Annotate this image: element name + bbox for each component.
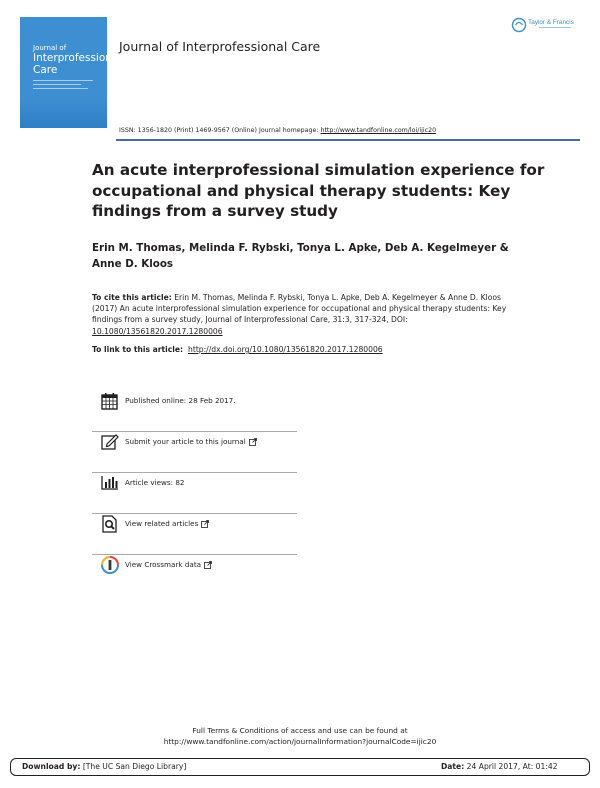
- download-date-value: 24 April 2017, At: 01:42: [466, 762, 558, 771]
- submit-article-row[interactable]: [92, 432, 297, 473]
- downloaded-by-value: [The UC San Diego Library]: [82, 762, 187, 771]
- article-authors: Erin M. Thomas, Melinda F. Rybski, Tonya L. Apke, Deb A. Kegelmeyer & Anne D. Kloos: [92, 242, 509, 270]
- publisher-logo: [509, 13, 589, 41]
- crossmark-link[interactable]: [125, 560, 212, 569]
- cover-label-1: Journal of: [33, 44, 67, 52]
- search-document-icon: [100, 514, 120, 534]
- journal-title: Journal of Interprofessional Care: [119, 39, 321, 54]
- citation-text: Erin M. Thomas, Melinda F. Rybski, Tonya L. Apke, Deb A. Kegelmeyer & Anne D. Kloos (2017) An acute interprofessional simulation experience for occupational and physical therapy students: Key findings from a survey study, Journal of Interprofessional Care, 31:3, 317-324, DOI:: [92, 293, 507, 325]
- doi-link[interactable]: 10.1080/13561820.2017.1280006: [92, 326, 223, 336]
- related-articles-row[interactable]: [92, 514, 297, 555]
- journal-cover-image: [20, 17, 122, 128]
- download-date-label: Date:: [441, 762, 465, 771]
- published-online-row: [92, 391, 297, 432]
- external-link-icon: [201, 520, 209, 528]
- related-articles-label: View related articles: [125, 519, 199, 528]
- article-link-line: [92, 345, 383, 354]
- related-articles-link[interactable]: [125, 519, 209, 528]
- published-online-label: Published online: 28 Feb 2017.: [125, 396, 236, 405]
- edit-icon: [100, 432, 120, 452]
- crossmark-label: View Crossmark data: [125, 560, 202, 569]
- crossmark-icon: [100, 555, 120, 575]
- external-link-icon: [204, 561, 212, 569]
- cover-gradient: [20, 97, 107, 128]
- downloaded-by: [22, 762, 186, 771]
- issn-text: ISSN: 1356-1820 (Print) 1469-9567 (Online) Journal homepage:: [119, 127, 321, 134]
- submit-article-link[interactable]: [125, 437, 257, 446]
- article-views-row: [92, 473, 297, 514]
- downloaded-by-label: Download by:: [22, 762, 81, 771]
- crossmark-row[interactable]: [92, 555, 297, 596]
- cover-line: [33, 84, 81, 85]
- journal-homepage-link[interactable]: http://www.tandfonline.com/loi/ijic20: [320, 127, 437, 134]
- article-title: An acute interprofessional simulation experience for occupational and physical therapy students: Key findings from a survey study: [92, 161, 545, 220]
- cover-label-3: Care: [33, 64, 58, 76]
- article-views-label: Article views: 82: [125, 478, 185, 487]
- cover-line: [33, 80, 93, 81]
- citation-block: [92, 292, 510, 337]
- article-doi-link[interactable]: http://dx.doi.org/10.1080/13561820.2017.1280006: [188, 345, 383, 354]
- cover-label-2: Interprofessional: [33, 52, 122, 64]
- calendar-icon: [100, 391, 120, 411]
- svg-text:Taylor & Francis: Taylor & Francis: [528, 19, 574, 26]
- bar-chart-icon: [100, 473, 120, 493]
- cover-line: [33, 88, 88, 89]
- citation-label: To cite this article:: [92, 293, 172, 302]
- terms-line-1: Full Terms & Conditions of access and use can be found at: [192, 726, 408, 735]
- issn-line: [119, 127, 436, 134]
- terms-link[interactable]: http://www.tandfonline.com/action/journalInformation?journalCode=ijic20: [163, 737, 437, 746]
- link-label: To link to this article:: [92, 345, 184, 354]
- external-link-icon: [249, 438, 257, 446]
- terms-notice: [0, 725, 600, 747]
- submit-article-label: Submit your article to this journal: [125, 437, 246, 446]
- download-date: [441, 762, 558, 771]
- header-divider: [116, 139, 580, 141]
